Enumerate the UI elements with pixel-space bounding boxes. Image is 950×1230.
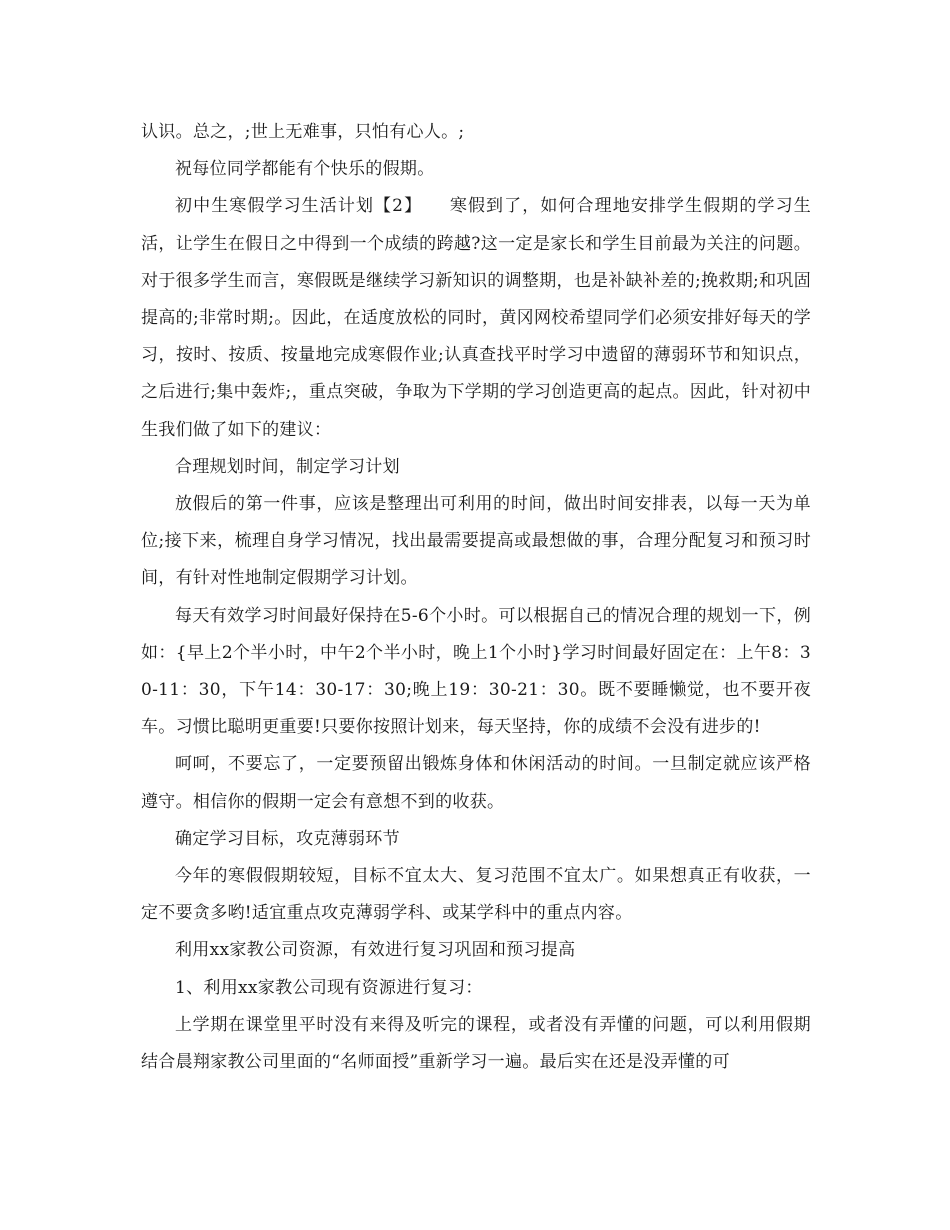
section-heading-resources: 利用xx家教公司资源，有效进行复习巩固和预习提高: [175, 940, 576, 961]
paragraph-2: 祝每位同学都能有个快乐的假期。: [175, 159, 435, 180]
paragraph-7: 呵呵，不要忘了，一定要预留出锻炼身体和休闲活动的时间。一旦制定就应该严格遵守。相信你的假期一定会有意想不到的收获。: [141, 754, 811, 812]
document-body: [141, 114, 811, 1081]
paragraph-3: 初中生寒假学习生活计划【2】 寒假到了，如何合理地安排学生假期的学习生活，让学生在假日之中得到一个成绩的跨越?这一定是家长和学生目前最为关注的问题。对于很多学生而言，寒假既是继续学习新知识的调整期，也是补缺补差的;挽救期;和巩固提高的;非常时期;。因此，在适度放松的同时，黄冈网校希望同学们必须安排好每天的学习，按时、按质、按量地完成寒假作业;认真查找平时学习中遗留的薄弱环节和知识点，之后进行;集中轰炸;，重点突破，争取为下学期的学习创造更高的起点。因此，针对初中生我们做了如下的建议：: [141, 196, 811, 440]
section-heading-goals: 确定学习目标，攻克薄弱环节: [175, 828, 400, 849]
paragraph-9: 今年的寒假假期较短，目标不宜太大、复习范围不宜太广。如果想真正有收获，一定不要贪多哟!适宜重点攻克薄弱学科、或某学科中的重点内容。: [141, 866, 811, 924]
paragraph-1: 认识。总之，;世上无难事，只怕有心人。;: [141, 122, 465, 142]
section-heading-plan-time: 合理规划时间，制定学习计划: [175, 456, 400, 477]
paragraph-5: 放假后的第一件事，应该是整理出可利用的时间，做出时间安排表，以每一天为单位;接下来，梳理自身学习情况，找出最需要提高或最想做的事，合理分配复习和预习时间，有针对性地制定假期学习计划。: [141, 494, 811, 589]
list-item-1: 1、利用xx家教公司现有资源进行复习：: [175, 977, 483, 998]
paragraph-12: 上学期在课堂里平时没有来得及听完的课程，或者没有弄懂的问题，可以利用假期结合晨翔家教公司里面的“名师面授”重新学习一遍。最后实在还是没弄懂的可: [141, 1014, 811, 1073]
paragraph-6: 每天有效学习时间最好保持在5-6个小时。可以根据自己的情况合理的规划一下，例如：{早上2个半小时，中午2个半小时，晚上1个小时}学习时间最好固定在：上午8：30-11：30，下午14：30-17：30;晚上19：30-21：30。既不要睡懒觉，也不要开夜车。习惯比聪明更重要!只要你按照计划来，每天坚持，你的成绩不会没有进步的!: [141, 605, 811, 738]
